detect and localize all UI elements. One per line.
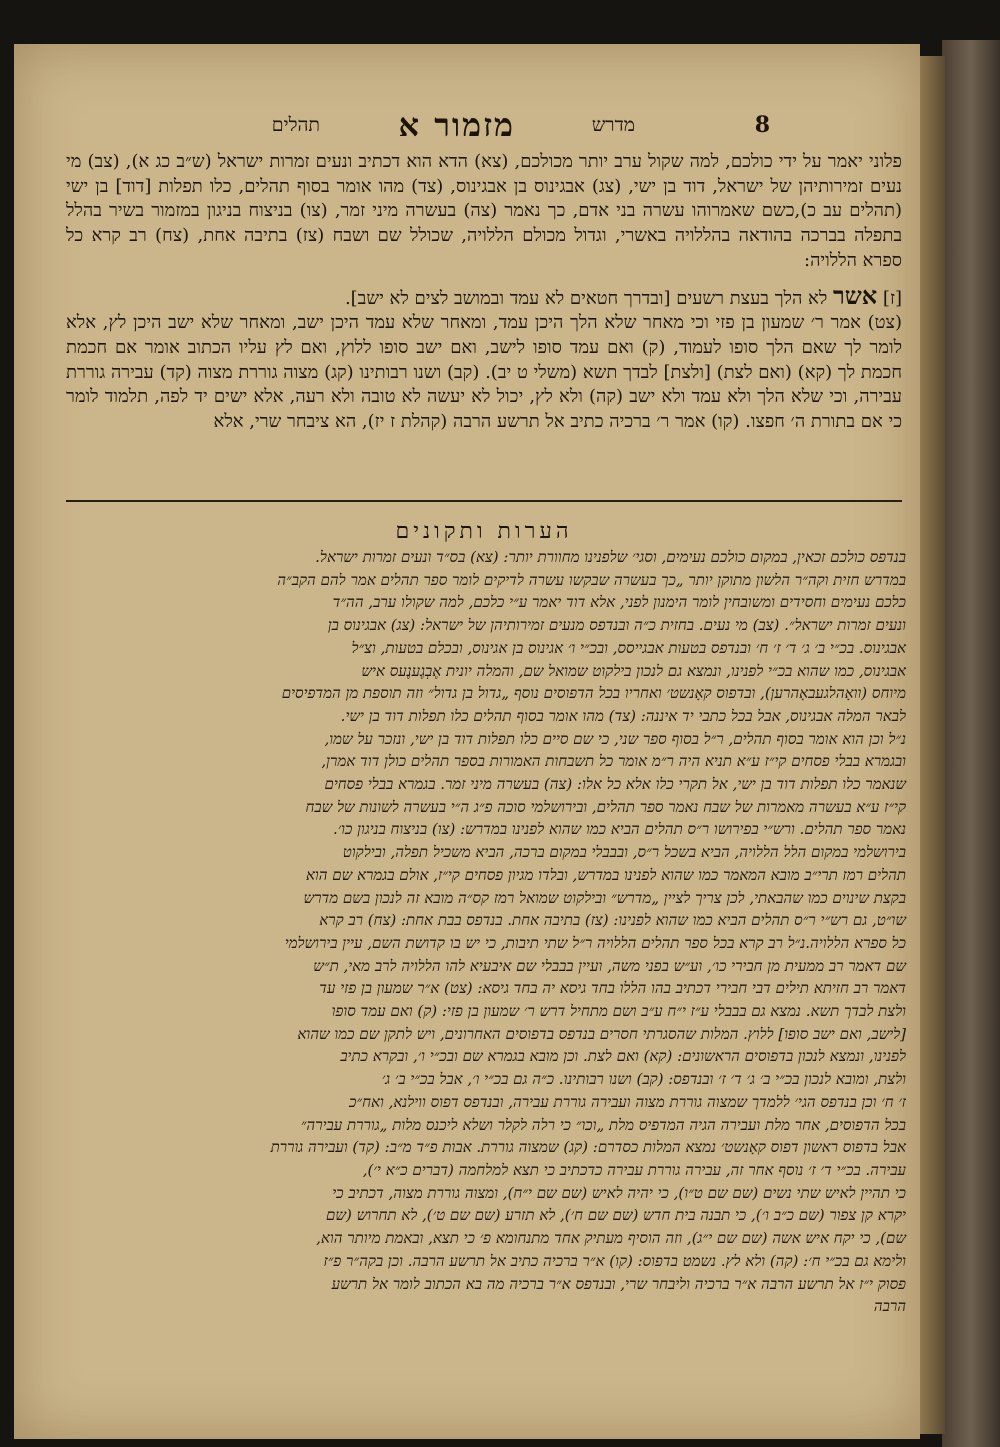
- note-line: ולצת לבדך תשא. נמצא גם בבבלי ע״ז י״ח ע״ב ושם מתחיל דרש ר׳ שמעון בן פזי: (ק) ואם עמד סופו: [331, 1002, 906, 1021]
- note-line: לבאר המלה אבגינוס, אבל בכל כתבי יד איננה: (צד) מהו אומר בסוף תהלים כלו תפלות דוד בן ישי.: [340, 706, 906, 725]
- note-line: קי״ז ע״א בעשרה מאמרות של שבח נאמר ספר תהלים, ובירושלמי סוכה פ״ג ה״י בעשרה לשונות של שבח: [305, 797, 906, 816]
- note-line: אבגינוס, כמו שהוא בכ״י לפנינו, ונמצא גם לנכון בילקוט שמואל שם, והמלה יונית אֶבְגֶענֶעס איש: [361, 661, 906, 680]
- note-line: בכל הדפוסים, אחר מלת ועבירה הגיה המדפיס מלת „וכו״ כי רלה לקלר ושלא ליכנס מלות „גוררת עבירה״: [300, 1115, 906, 1134]
- note-line: נ״ל וכן הוא אומר בסוף תהלים, ר״ל בסוף ספר שני, כי שם סיים כלו תפלות דוד בן ישי, ונזכר על שמו,: [324, 729, 906, 748]
- note-line: בירושלמי במקום הלל הללויה, הביא בשכל ר״ס, ובבבלי במקום ברכה, הביא משכיל תפלה, ובילקוט: [342, 843, 906, 862]
- running-head-book: תהלים: [271, 114, 320, 136]
- note-line: עבירה. בכ״י ד׳ ז׳ נוסף אחר זה, עבירה גוררת עבירה כדכתיב כי תצא למלחמה (דברים כ״א י׳),: [362, 1160, 906, 1179]
- verse-text: לא הלך בעצת רשעים [ובדרך חטאים לא עמד ובמושב לצים לא ישב].: [344, 287, 828, 309]
- note-line: תהלים רמז תרי״ב מובא המאמר כמו שהוא לפנינו במדרש, ובלדו מגיון פסחים קי״ז, אולם בגמרא שם הוא: [305, 865, 906, 884]
- notes-heading: הערות ותקונים: [395, 519, 573, 544]
- note-line: ולצת, ומובא לנכון בכ״י ב׳ ג׳ ד׳ ז׳ ובנדפס: (קב) ושנו רבותינו. כ״ה גם בכ״י ו׳, אבל בכ״י ב׳ ג׳: [381, 1070, 906, 1089]
- note-line: ונעים זמרות ישראל״. (צב) מי נעים. בחזית כ״ה ובנדפס מנעים זמירותיהן של ישראל: (צג) אבגינוס בן: [327, 616, 906, 635]
- main-text-block: [66, 150, 902, 435]
- note-line: כלכם נעימים וחסידים ומשובחין לומר הימנון לפני, אלא דוד יאמר ע״י כלכם, למה שקולו ערב, הה״ד: [332, 593, 906, 612]
- note-line: ז׳ ח׳ וכן בנדפס הגי׳ ללמדך שמצוה גוררת מצוה ועבירה גוררת עבירה, ובנדפס דפוס ווילנא, ואח״כ: [349, 1092, 906, 1111]
- note-line: כל ספרא הללויה.נ״ל רב קרא בכל ספר תהלים הללויה ר״ל שתי תיבות, כי יש בו קדושת השם, עיין בירושלמי: [284, 933, 906, 952]
- running-head-midrash: מדרש: [591, 114, 635, 136]
- note-line: לפנינו, ונמצא לנכון בדפוסים הראשונים: (קא) ואם לצת. וכן מובא בגמרא שם ובכ״י ו׳, ובקרא כתיב: [340, 1047, 906, 1066]
- book-cover-edge: [942, 40, 1000, 1447]
- note-line: פסוק י״ז אל תרשע הרבה א״ר ברכיה וליבחר שרי, ובנדפס א״ר ברכיה מה בא הכתוב לומר אל תרשע: [331, 1274, 906, 1293]
- note-line: [לישב, ואם ישב סופו] ללוץ. המלות שהסגרתי חסרים בנדפס בדפוסים האחרונים, ויש לתקן שם כמו שהוא: [297, 1024, 906, 1043]
- note-line: בקצת שינוים כמו שהבאתי, לכן צריך לציין „מדרש״ ובילקוט שמואל רמז קס״ה מובא זה לנכון בשם מדרש: [303, 888, 906, 907]
- section-divider: [66, 500, 902, 502]
- verse-heading: [66, 280, 902, 312]
- note-line: שו״ט, גם רש״י ר״ס תהלים הביא כמו שהוא לפנינו: (צז) בתיבה אחת. בנדפס בבת אחת: (צח) רב קרא: [319, 911, 906, 930]
- note-line: במדרש חזית וקה״ר הלשון מתוקן יותר „כך בעשרה שבקשו עשרה לדיקים לומר ספר תהלים אמר להם הקב״ה: [277, 570, 906, 589]
- note-line: ובגמרא בבלי פסחים קי״ז ע״א תניא היה ר״מ אומר כל תשבחות האמורות בספר תהלים כולן דוד אמרן,: [321, 752, 906, 771]
- note-line: שם), כי יקח איש אשה (שם שם י״ג), וזה הוסיף מעתיק אחד מתנחומא פ׳ כי תצא, ובאמת מיותר הוא,: [316, 1229, 906, 1248]
- note-line: יקרא קן צפור (שם כ״ב ו׳), כי תבנה בית חדש (שם שם ח׳), לא תזרע (שם שם ט׳), לא תחרוש (שם: [326, 1206, 906, 1225]
- verse-lead-word: אשר: [832, 280, 878, 310]
- main-paragraph-2: (צט) אמר ר׳ שמעון בן פזי וכי מאחר שלא הלך היכן עמד, ומאחר שלא עמד היכן ישב, ומאחר שלא ישב היכן לץ, אלא לומר לך שאם הלך סופו לעמוד, (ק) ואם עמד סופו לישב, ואם ישב סופו ללוץ, ואם לץ עליו הכתוב אומר אם חכמת חכמת לך (קא) (ואם לצת) [ולצת] לבדך תשא (משלי ט יב). (קב) ושנו רבותינו (קג) מצוה גוררת מצוה (קד) עבירה גוררת עבירה, וכי שלא הלך ולא עמד ולא ישב (קה) ולא לץ, יכול לא יעשה לא טובה ולא רעה, אלא ישים יד לפה, תלמוד לומר כי אם בתורת ה׳ חפצו. (קו) אמר ר׳ ברכיה כתיב אל תרשע הרבה (קהלת ז יז), הא ציבחר שרי, אלא: [66, 312, 902, 433]
- page-header: [70, 108, 770, 148]
- note-line: דאמר רב חזיתא תילים דבי חבירי דכתיב בהו הללו בחד גיסא יה בחד גיסא: (צט) א״ר שמעון בן פזי עד: [319, 979, 906, 998]
- note-line: נאמר ספר תהלים. ורש״י בפירושו ר״ס תהלים הביא כמו שהוא לפנינו במדרש: (צו) בניצוח בניגון כו׳.: [332, 820, 906, 839]
- notes-block: [64, 546, 906, 1318]
- note-line: בנדפס כולכם זכאין, במקום כולכם נעימים, וסגי׳ שלפנינו מחוורת יותר: (צא) בס״ד ונעים זמרות ישראל.: [315, 548, 906, 566]
- note-line: אבגינוס. בכ״י ב׳ ג׳ ד׳ ז׳ ח׳ ובנדפס בטעות אבגייסס, ובכ״י ו׳ אגינוס בן אגינוס, ובכלם בטעות, וצ״ל: [351, 638, 906, 657]
- chapter-title: מזמור א: [398, 106, 515, 144]
- main-paragraph-1: פלוני יאמר על ידי כולכם, למה שקול ערב יותר מכולכם, (צא) הדא הוא דכתיב ונעים זמרות ישראל (ש״ב כג א), (צב) מי נעים זמירותיהן של ישראל, דוד בן ישי, (צג) אבגינוס בן אבגינוס, (צד) מהו אומר בסוף תהלים, כלו תפלות [דוד] בן ישי (תהלים עב כ),כשם שאמרוהו עשרה בני אדם, כך נאמר (צה) בעשרה מיני זמר, (צו) בניצוח בניגון במזמור בשיר בהלל בתפלה בברכה בהודאה בהללויה באשרי, וגדול מכולם הללויה, שכולל שם ושבח (צז) בתיבה אחת, (צח) רב קרא כל ספרא הללויה:: [66, 151, 902, 271]
- note-line: שנאמר כלו תפלות דוד בן ישי, אל תקרי כלו אלא כל אלו: (צה) בעשרה מיני זמר. בגמרא בבלי פסחים: [324, 775, 906, 794]
- page-number: 8: [754, 112, 770, 138]
- note-line: הרבה: [873, 1297, 906, 1316]
- note-line: ולימא גם בכ״י ח׳: (קה) ולא לץ. נשמט בדפוס: (קו) א״ר ברכיה כתיב אל תרשע הרבה. וכן בקה״ר פ״ז: [323, 1251, 906, 1270]
- note-line: שם דאמר רב ממעית מן חבירי כו׳, וע״ש בפני משה, ועיין בבבלי שם איבעיא להו הללויה לרב מאי, ת״ש: [313, 956, 906, 975]
- verse-number: [ז]: [882, 287, 902, 309]
- note-line: אבל בדפוס ראשון דפוס קאָנשט׳ נמצא המלות כסדרם: (קג) שמצוה גוררת. אבות פ״ד מ״ב: (קד) ועבירה גוררת: [270, 1138, 906, 1157]
- note-line: מיוחס (וואָהלגעבאָהרען), ובדפוס קאָנשט׳ ואחריו בכל הדפוסים נוסף „גדול בן גדול״ וזה תוספת מן המדפיסים: [281, 684, 906, 703]
- note-line: כי תהיין לאיש שתי נשים (שם שם ט״ו), כי יהיה לאיש (שם שם י״ח), ומצוה גוררת מצוה, דכתיב כי: [332, 1183, 906, 1202]
